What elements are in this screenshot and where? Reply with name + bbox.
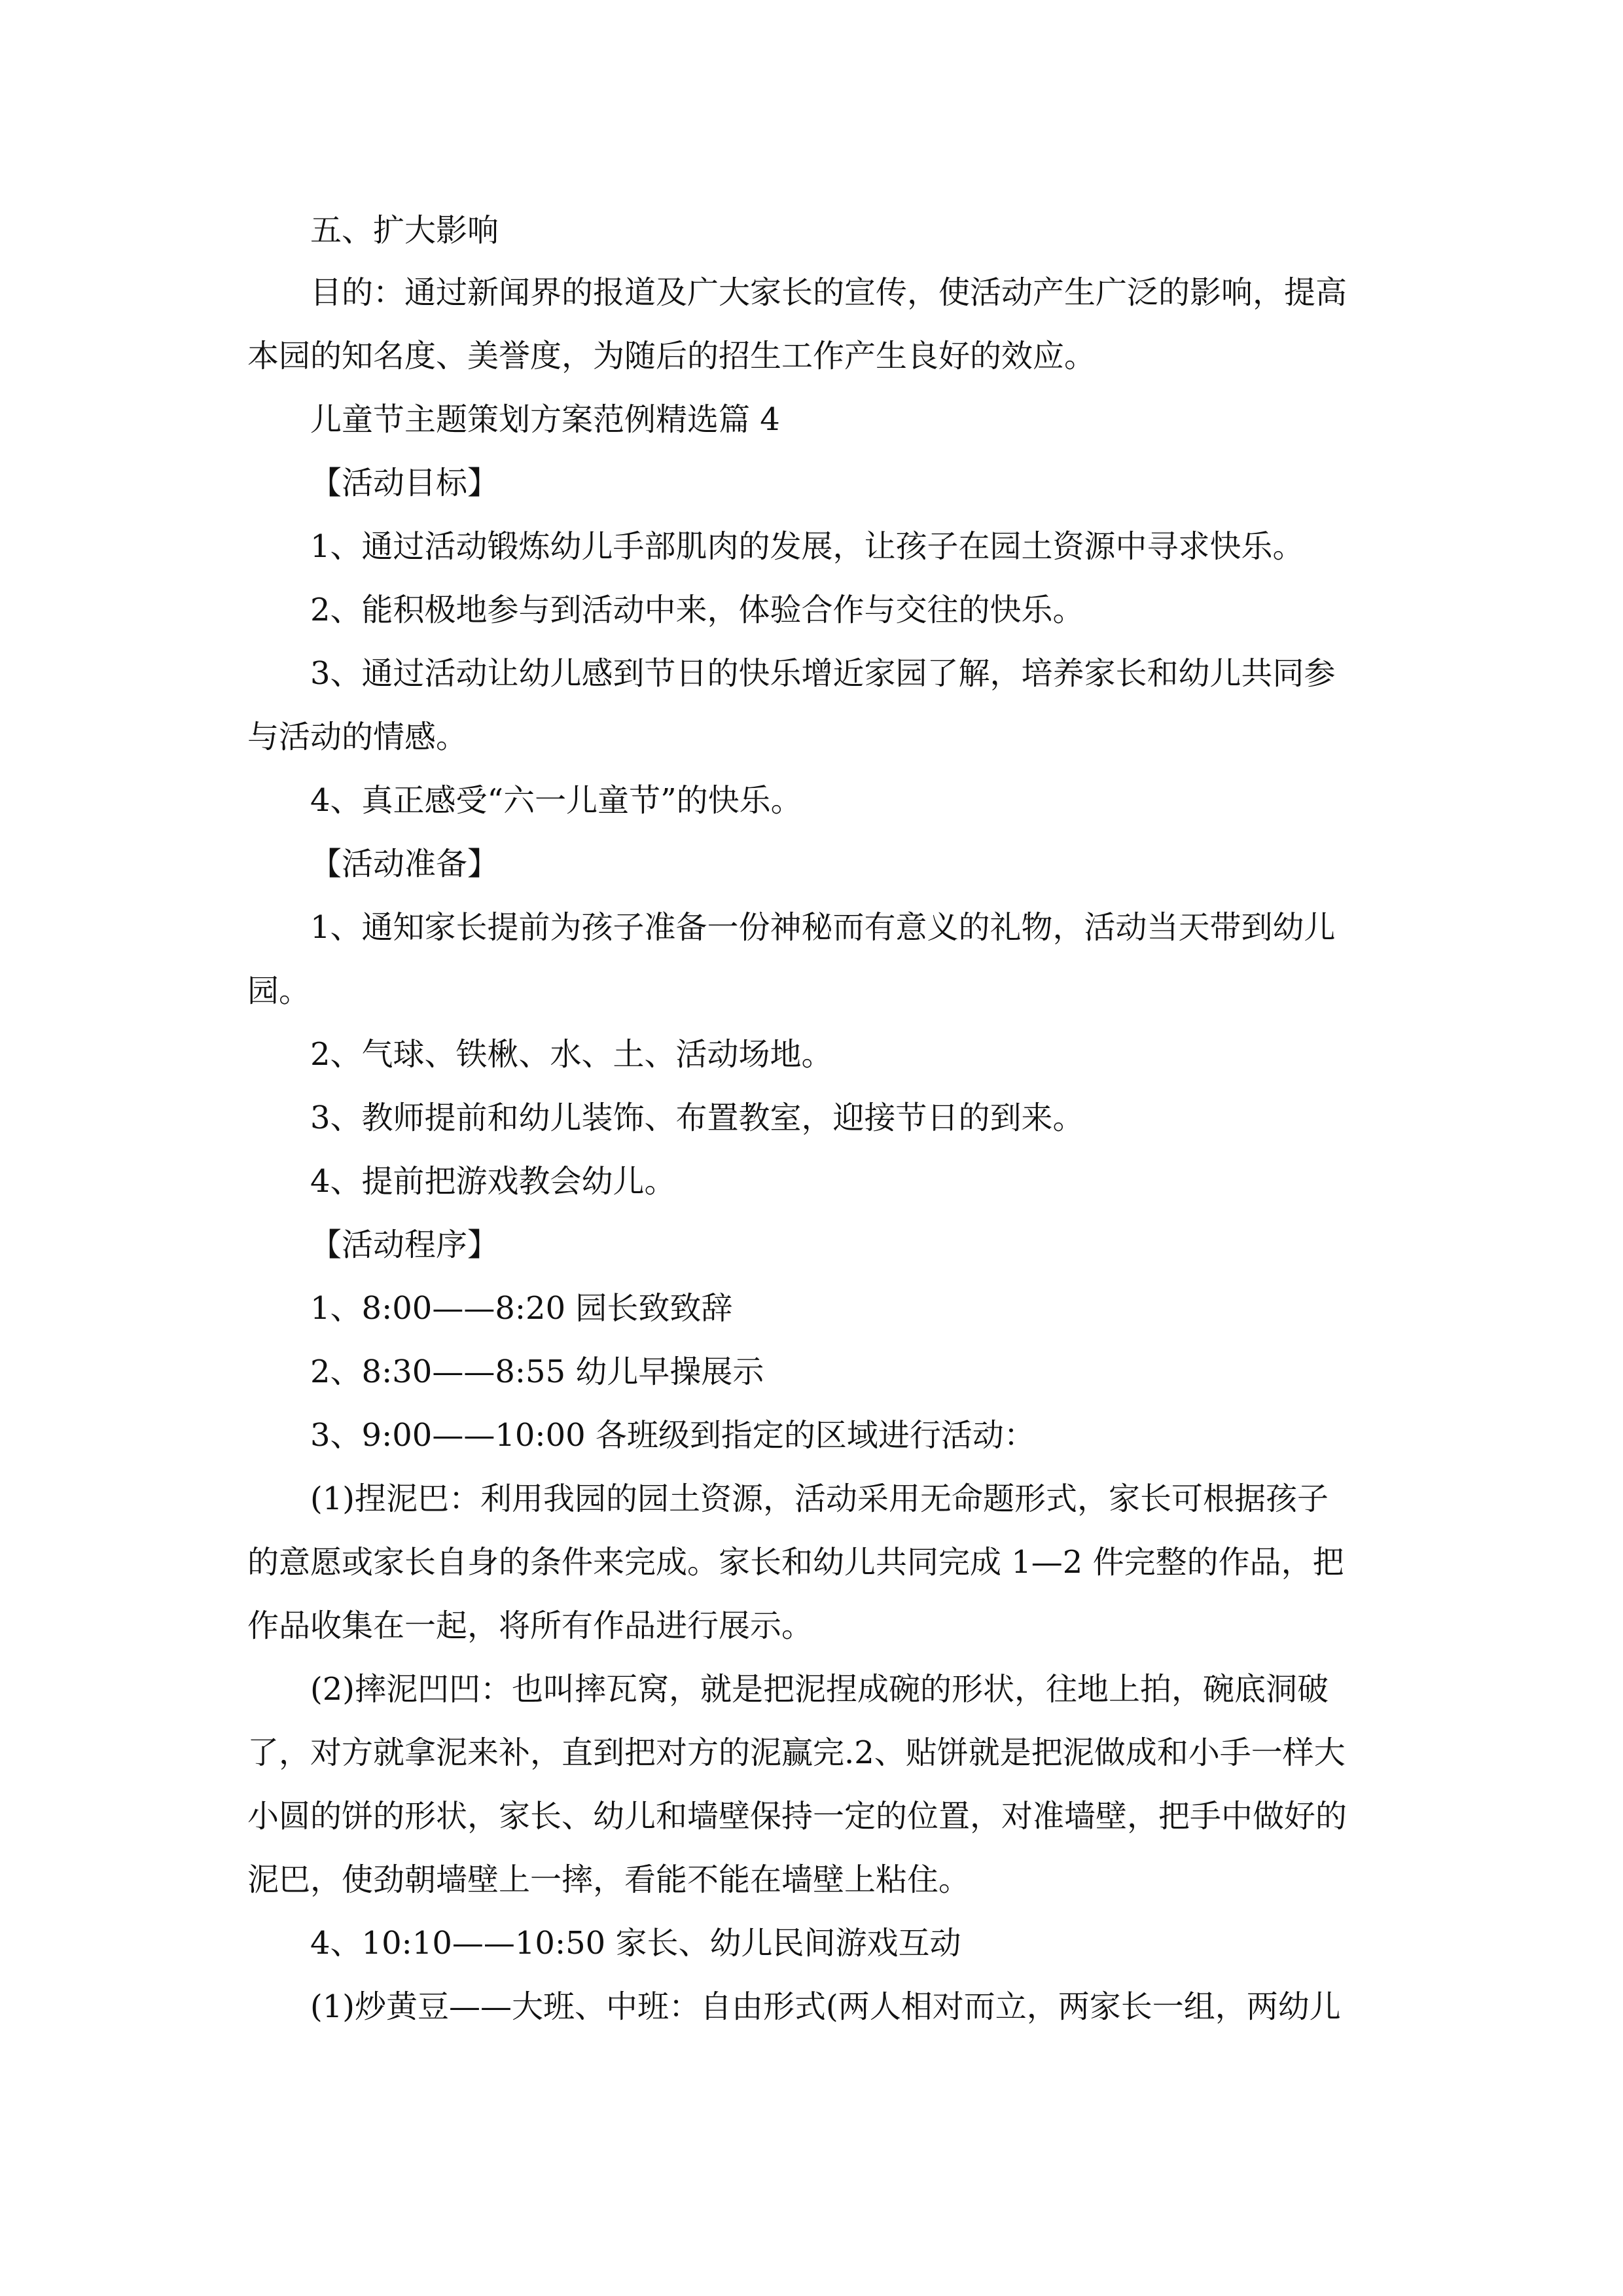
list-item: 1、通过活动锻炼幼儿手部肌肉的发展，让孩子在园土资源中寻求快乐。 xyxy=(310,528,1304,565)
list-item: 4、真正感受“六一儿童节”的快乐。 xyxy=(310,782,802,819)
list-item: 3、教师提前和幼儿装饰、布置教室，迎接节日的到来。 xyxy=(310,1100,1084,1136)
paragraph-line: 本园的知名度、美誉度，为随后的招生工作产生良好的效应。 xyxy=(247,338,1096,374)
article-title: 儿童节主题策划方案范例精选篇 4 xyxy=(310,401,780,438)
list-item: 4、提前把游戏教会幼儿。 xyxy=(310,1163,676,1200)
paragraph-line: 的意愿或家长自身的条件来完成。家长和幼儿共同完成 1—2 件完整的作品，把 xyxy=(247,1544,1344,1581)
list-item: 3、9:00——10:00 各班级到指定的区域进行活动： xyxy=(310,1417,1035,1454)
list-item: 2、8:30——8:55 幼儿早操展示 xyxy=(310,1354,764,1390)
list-item: 1、8:00——8:20 园长致致辞 xyxy=(310,1290,733,1327)
list-item: (1)炒黄豆——大班、中班：自由形式(两人相对而立，两家长一组，两幼儿 xyxy=(310,1988,1341,2025)
paragraph-line: 目的：通过新闻界的报道及广大家长的宣传，使活动产生广泛的影响，提高 xyxy=(310,274,1347,311)
paragraph-line: 与活动的情感。 xyxy=(247,719,468,755)
list-item: 3、通过活动让幼儿感到节日的快乐增近家园了解，培养家长和幼儿共同参 xyxy=(310,655,1336,692)
paragraph-line: 小圆的饼的形状，家长、幼儿和墙壁保持一定的位置，对准墙壁，把手中做好的 xyxy=(247,1798,1347,1835)
paragraph-line: 园。 xyxy=(247,973,311,1009)
paragraph-line: 作品收集在一起，将所有作品进行展示。 xyxy=(247,1607,813,1644)
list-item: 4、10:10——10:50 家长、幼儿民间游戏互动 xyxy=(310,1925,961,1962)
section-heading-program: 【活动程序】 xyxy=(310,1227,499,1263)
list-item: 2、能积极地参与到活动中来，体验合作与交往的快乐。 xyxy=(310,592,1084,628)
section-heading-goals: 【活动目标】 xyxy=(310,465,499,501)
list-item: (2)摔泥凹凹：也叫摔瓦窝，就是把泥捏成碗的形状，往地上拍，碗底洞破 xyxy=(310,1671,1329,1708)
paragraph-line: 了，对方就拿泥来补，直到把对方的泥赢完.2、贴饼就是把泥做成和小手一样大 xyxy=(247,1734,1346,1771)
paragraph-line: 泥巴，使劲朝墙壁上一摔，看能不能在墙壁上粘住。 xyxy=(247,1861,971,1898)
list-item: 1、通知家长提前为孩子准备一份神秘而有意义的礼物，活动当天带到幼儿 xyxy=(310,909,1336,946)
section-heading-expand-influence: 五、扩大影响 xyxy=(310,212,499,249)
list-item: 2、气球、铁楸、水、土、活动场地。 xyxy=(310,1036,833,1073)
section-heading-preparation: 【活动准备】 xyxy=(310,846,499,882)
list-item: (1)捏泥巴：利用我园的园土资源，活动采用无命题形式，家长可根据孩子 xyxy=(310,1480,1329,1517)
